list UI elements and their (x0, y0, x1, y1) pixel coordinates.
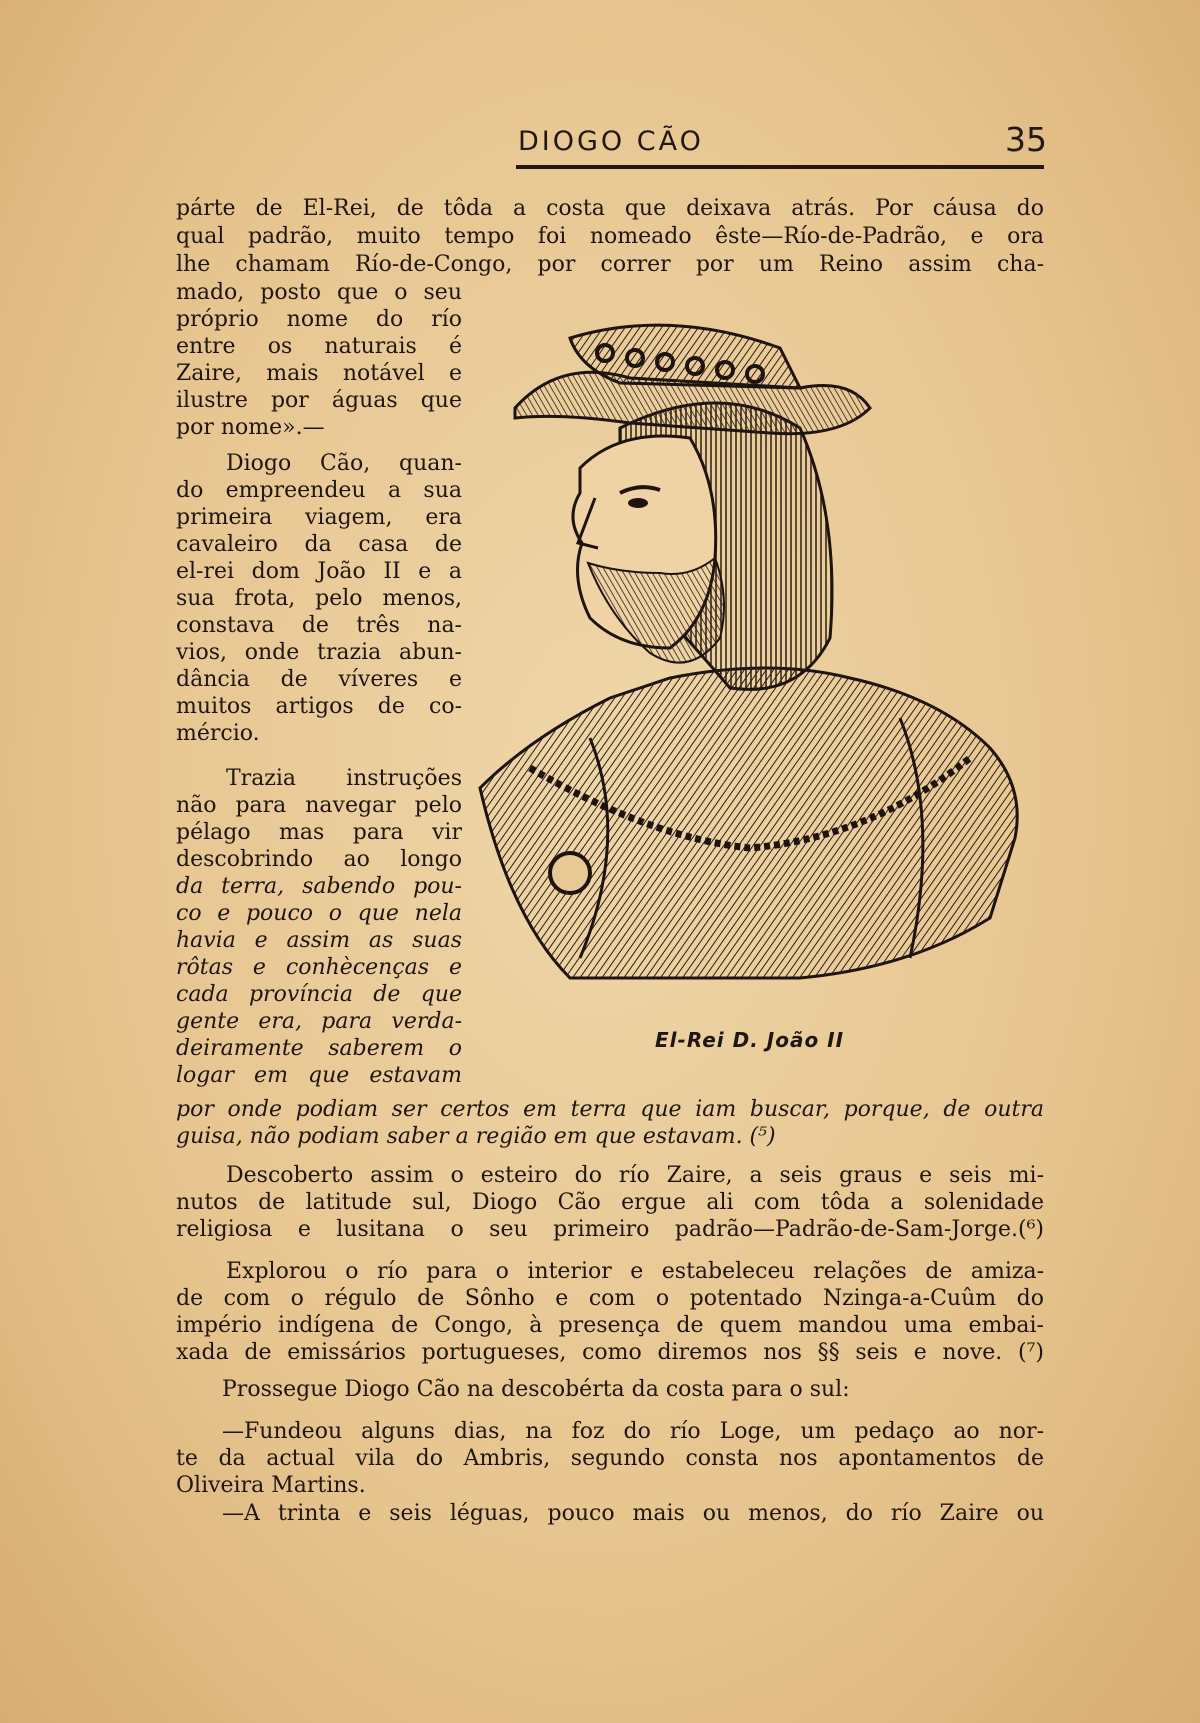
text-line: Zaire, mais notável e (176, 361, 462, 386)
portrait-engraving (470, 318, 1030, 998)
text-line: —A trinta e seis léguas, pouco mais ou menos, do río Zaire ou (222, 1501, 1044, 1526)
text-line: mércio. (176, 721, 260, 746)
text-line: xada de emissários portugueses, como diremos nos §§ seis e nove. (⁷) (176, 1340, 1044, 1365)
text-line: da terra, sabendo pou- (176, 874, 462, 899)
text-line: descobrindo ao longo (176, 847, 462, 872)
text-line: dância de víveres e (176, 667, 462, 692)
text-line: sua frota, pelo menos, (176, 586, 462, 611)
text-line: Explorou o río para o interior e estabeleceu relações de amiza- (226, 1259, 1044, 1284)
text-line: rôtas e conhècenças e (176, 955, 462, 980)
text-line: primeira viagem, era (176, 505, 462, 530)
text-line: por onde podiam ser certos em terra que iam buscar, porque, de outra (176, 1097, 1044, 1122)
text-line: qual padrão, muito tempo foi nomeado êste—Río-de-Padrão, e ora (176, 224, 1044, 249)
text-line: Descoberto assim o esteiro do río Zaire, a seis graus e seis mi- (226, 1163, 1044, 1188)
text-line: Prossegue Diogo Cão na descobérta da costa para o sul: (222, 1377, 850, 1402)
text-line: deiramente saberem o (176, 1036, 462, 1061)
text-line: co e pouco o que nela (176, 901, 462, 926)
text-line: pélago mas para vir (176, 820, 462, 845)
text-line: cada província de que (176, 982, 462, 1007)
text-line: império indígena de Congo, à presença de quem mandou uma embai- (176, 1313, 1044, 1338)
text-line: nutos de latitude sul, Diogo Cão ergue ali com tôda a solenidade (176, 1190, 1044, 1215)
text-line: lhe chamam Río-de-Congo, por correr por um Reino assim cha- (176, 252, 1044, 277)
text-line: mado, posto que o seu (176, 280, 462, 305)
text-line: ilustre por águas que (176, 388, 462, 413)
page-number: 35 (1005, 120, 1047, 159)
text-line: cavaleiro da casa de (176, 532, 462, 557)
text-line: por nome».— (176, 415, 325, 440)
text-line: —Fundeou alguns dias, na foz do río Loge, um pedaço ao nor- (222, 1419, 1044, 1444)
text-line: párte de El-Rei, de tôda a costa que deixava atrás. Por cáusa do (176, 196, 1044, 221)
text-line: Diogo Cão, quan- (226, 451, 462, 476)
header-rule (516, 165, 1044, 169)
text-line: havia e assim as suas (176, 928, 462, 953)
running-head-title: DIOGO CÃO (518, 126, 704, 157)
text-line: Oliveira Martins. (176, 1473, 366, 1498)
text-line: gente era, para verda- (176, 1009, 462, 1034)
text-line: de com o régulo de Sônho e com o potentado Nzinga-a-Cuûm do (176, 1286, 1044, 1311)
text-line: entre os naturais é (176, 334, 462, 359)
text-line: Trazia instruções (226, 766, 462, 791)
text-line: te da actual vila do Ambris, segundo consta nos apontamentos de (176, 1446, 1044, 1471)
text-line: religiosa e lusitana o seu primeiro padrão—Padrão-de-Sam-Jorge.(⁶) (176, 1217, 1044, 1242)
text-line: do empreendeu a sua (176, 478, 462, 503)
text-line: próprio nome do río (176, 307, 462, 332)
text-line: el-rei dom João II e a (176, 559, 462, 584)
text-line: logar em que estavam (176, 1063, 462, 1088)
text-line: muitos artigos de co- (176, 694, 462, 719)
text-line: não para navegar pelo (176, 793, 462, 818)
portrait-caption: El-Rei D. João II (655, 1028, 845, 1052)
text-line: vios, onde trazia abun- (176, 640, 462, 665)
text-line: guisa, não podiam saber a região em que estavam. (⁵) (176, 1124, 776, 1149)
text-line: constava de três na- (176, 613, 462, 638)
